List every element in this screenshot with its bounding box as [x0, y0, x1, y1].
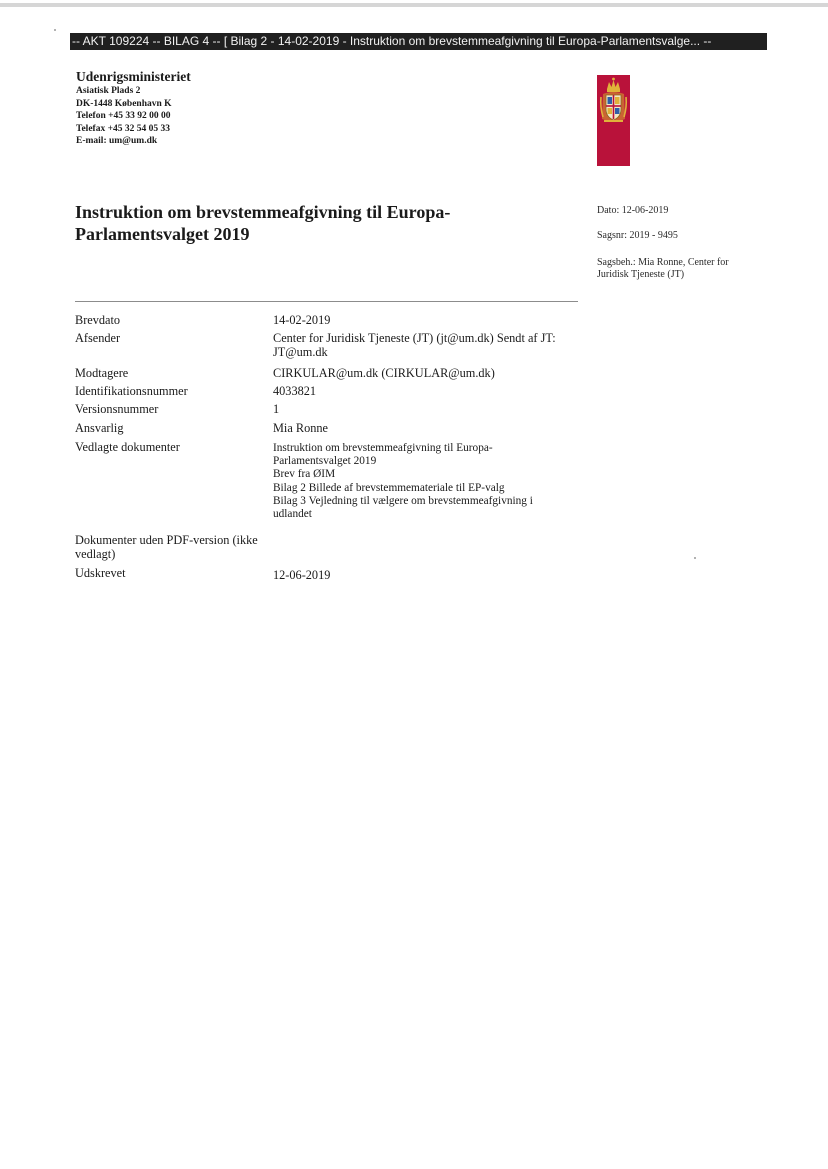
metadata-value: 4033821 [273, 384, 317, 398]
sender-phone: Telefon +45 33 92 00 00 [76, 111, 171, 121]
metadata-label: Vedlagte dokumenter [75, 440, 180, 454]
document-title: Instruktion om brevstemmeafgivning til Europa-Parlamentsvalget 2019 [75, 202, 451, 244]
sender-block [76, 69, 191, 148]
sender-address-line: Asiatisk Plads 2 [76, 86, 141, 96]
metadata-value: 1 [273, 402, 280, 416]
side-date: Dato: 12-06-2019 [597, 205, 669, 216]
metadata-label: Modtagere [75, 366, 129, 380]
scan-speck [54, 29, 56, 31]
metadata-label: Identifikationsnummer [75, 384, 188, 398]
scan-speck [694, 557, 696, 559]
side-case-handler [597, 257, 729, 281]
side-case-number: Sagsnr: 2019 - 9495 [597, 230, 678, 241]
side-case-handler-line: Sagsbeh.: Mia Ronne, Center for [597, 257, 729, 268]
sender-organization: Udenrigsministeriet [76, 69, 191, 84]
metadata-value: CIRKULAR@um.dk (CIRKULAR@um.dk) [273, 366, 495, 380]
metadata-value: Instruktion om brevstemmeafgivning til Europa- Parlamentsvalget 2019 Brev fra ØIM Bilag 2 Billede af brevstemmemateriale til EP-valg Bilag 3 Vejledning til vælgere om brevstemmeafgivning i udlandet [273, 442, 533, 521]
sender-fax: Telefax +45 32 54 05 33 [76, 123, 170, 134]
royal-coat-of-arms-icon [597, 75, 630, 166]
metadata-label: Udskrevet [75, 566, 126, 580]
metadata-value: Mia Ronne [273, 421, 328, 435]
metadata-label: Afsender [75, 331, 121, 345]
sender-email: E-mail: um@um.dk [76, 136, 158, 146]
metadata-value: 14-02-2019 [273, 313, 331, 327]
sender-address-line: DK-1448 København K [76, 98, 172, 109]
side-case-handler-line: Juridisk Tjeneste (JT) [597, 269, 685, 280]
metadata-value: 12-06-2019 [273, 568, 331, 582]
metadata-label: Dokumenter uden PDF-version (ikke vedlagt) [75, 533, 258, 561]
metadata-value: Center for Juridisk Tjeneste (JT) (jt@um.dk) Sendt af JT: JT@um.dk [273, 331, 556, 359]
metadata-label: Brevdato [75, 313, 121, 327]
scan-top-edge [0, 3, 828, 7]
metadata-label: Versionsnummer [75, 402, 159, 416]
section-divider [75, 301, 578, 302]
metadata-label: Ansvarlig [75, 421, 124, 435]
document-stamp-banner: -- AKT 109224 -- BILAG 4 -- [ Bilag 2 - 14-02-2019 - Instruktion om brevstemmeafgivning til Europa-Parlamentsvalge... -- [70, 33, 767, 50]
